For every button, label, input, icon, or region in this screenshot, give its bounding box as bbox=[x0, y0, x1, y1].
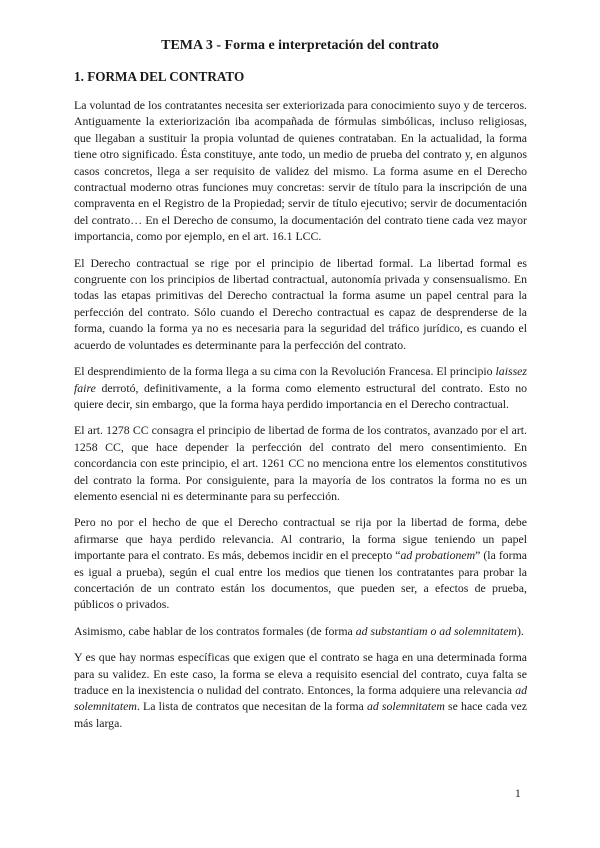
paragraph-7-text-start: Y es que hay normas específicas que exigen que el contrato se haga en una determinada forma para su validez. En este caso, la forma se eleva a requisito esencial del contrato, cuya falta se traduce en la inexistencia o nulidad del contrato. Entonces, la forma adquiere una relevancia bbox=[74, 650, 527, 697]
paragraph-6 bbox=[74, 623, 527, 639]
ad-probationem-term: ad probationem bbox=[400, 548, 476, 563]
ad-solemnitatem-term-2: ad solemnitatem bbox=[366, 699, 445, 714]
paragraph-6-text-start: Asimismo, cabe hablar de los contratos formales (de forma bbox=[74, 623, 356, 638]
paragraph-3 bbox=[74, 363, 527, 412]
paragraph-5-text-end: ” (la forma es igual a prueba), según el cual entre los medios que tienen los contratantes para probar la concertación de un contrato están los documentos, que pueden ser, a efectos de prueba, públicos o privados. bbox=[74, 548, 527, 612]
paragraph-6-text-end: ). bbox=[516, 623, 524, 638]
ad-solemnitatem-term: ad solemnitatem bbox=[74, 683, 527, 714]
paragraph-7-text-middle: . La lista de contratos que necesitan de la forma bbox=[136, 699, 367, 714]
paragraph-7 bbox=[74, 649, 527, 731]
paragraph-4: El art. 1278 CC consagra el principio de libertad de forma de los contratos, avanzado por el art. 1258 CC, que hace depender la perfección del contrato del mero consentimiento. En concordancia con este principio, el art. 1261 CC no menciona entre los elementos constitutivos del contrato la forma. Por consiguiente, para la mayoría de los contratos la forma no es un elemento esencial ni es determinante para su perfección. bbox=[74, 423, 527, 503]
paragraph-5-text-start: Pero no por el hecho de que el Derecho contractual se rija por la libertad de forma, debe afirmarse que haya perdido relevancia. Al contrario, la forma sigue teniendo un papel importante para el contrato. Es más, debemos incidir en el precepto “ bbox=[74, 515, 527, 563]
paragraph-1: La voluntad de los contratantes necesita ser exteriorizada para conocimiento suyo y de terceros. Antiguamente la exteriorización iba acompañada de fórmulas simbólicas, incluso religiosas, que llegaban a sustituir la propia voluntad de quienes contrataban. En la actualidad, la forma tiene otro significado. Ésta constituye, ante todo, un medio de prueba del contrato y, en algunos casos concretos, llega a ser requisito de validez del mismo. La forma asume en el Derecho contractual moderno otras funciones muy concretas: servir de título para la inscripción de una compraventa en el Registro de la Propiedad; servir de título ejecutivo; servir de documentación del contrato… En el Derecho de consumo, la documentación del contrato tiene cada vez mayor importancia, como por ejemplo, en el art. 16.1 LCC. bbox=[74, 98, 527, 244]
paragraph-5 bbox=[74, 514, 527, 612]
paragraph-3-text-start: El desprendimiento de la forma llega a su cima con la Revolución Francesa. El principio bbox=[74, 364, 496, 379]
body-text bbox=[74, 97, 527, 741]
paragraph-3-text-end: derrotó, definitivamente, a la forma como elemento estructural del contrato. Esto no quiere decir, sin embargo, que la forma haya perdido importancia en el Derecho contractual. bbox=[74, 380, 527, 411]
paragraph-7-text-end: se hace cada vez más larga. bbox=[74, 699, 527, 730]
laissez-faire-term: laissez faire bbox=[74, 364, 527, 395]
ad-substantiam-term: ad substantiam o ad solemnitatem bbox=[355, 623, 517, 638]
section-heading: 1. FORMA DEL CONTRATO bbox=[74, 69, 245, 84]
page-number: 1 bbox=[515, 788, 521, 800]
page-title: TEMA 3 - Forma e interpretación del contrato bbox=[161, 38, 439, 53]
paragraph-2: El Derecho contractual se rige por el principio de libertad formal. La libertad formal es congruente con los principios de libertad contractual, autonomía privada y consensualismo. En todas las etapas primitivas del Derecho contractual la forma asume un papel central para la perfección del contrato. Sólo cuando el Derecho contractual es capaz de desprenderse de la forma, cuando la forma ya no es necesaria para la seguridad del tráfico jurídico, es cuando el acuerdo de voluntades es determinante para la perfección del contrato. bbox=[74, 255, 527, 352]
